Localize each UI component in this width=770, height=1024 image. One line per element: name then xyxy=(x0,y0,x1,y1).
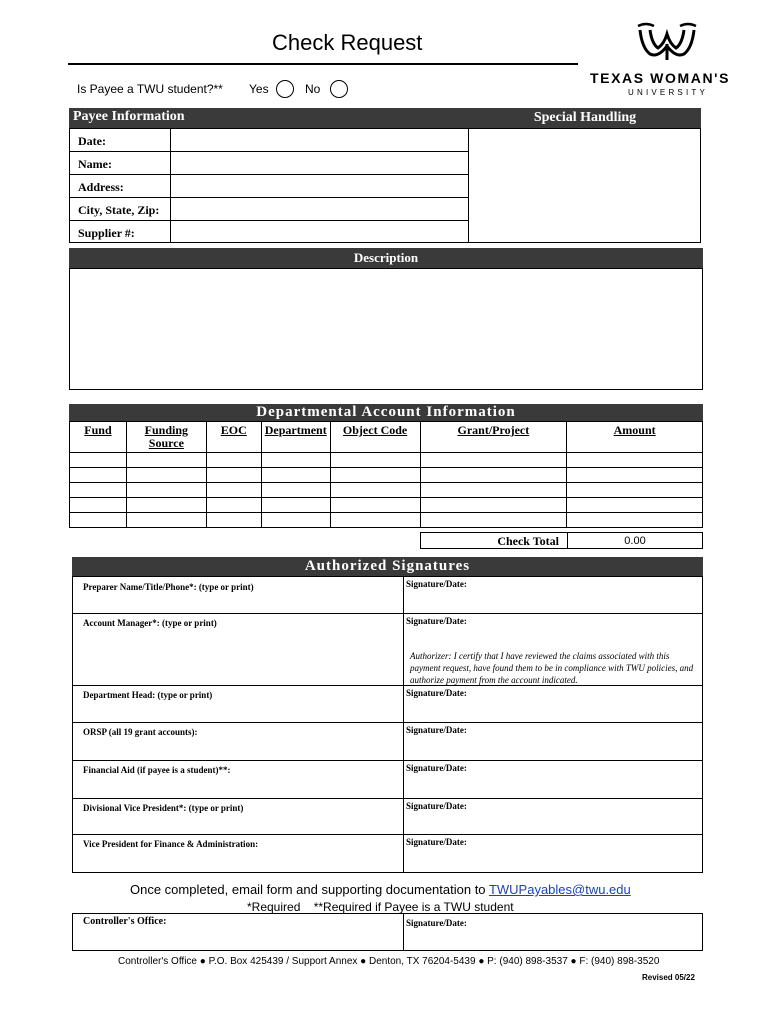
contact-info: Controller's Office ● P.O. Box 425439 / Support Annex ● Denton, TX 76204-5439 ● P: (940) 898-3537 ● F: (940) 898-3520 xyxy=(118,956,660,967)
table-cell[interactable] xyxy=(420,468,567,483)
city-state-zip-label: City, State, Zip: xyxy=(78,203,160,217)
table-cell[interactable] xyxy=(261,453,330,468)
table-row xyxy=(70,513,703,528)
email-instruction xyxy=(130,882,631,897)
supplier-field[interactable] xyxy=(170,221,469,243)
table-cell[interactable] xyxy=(330,498,420,513)
auth-row-preparer xyxy=(73,577,702,614)
table-cell[interactable] xyxy=(261,468,330,483)
table-cell[interactable] xyxy=(261,483,330,498)
logo-wordmark: TEXAS WOMAN'S xyxy=(590,70,731,86)
vp-finance-signature-field[interactable] xyxy=(403,835,702,872)
signature-date-label: Signature/Date: xyxy=(406,801,467,811)
address-label: Address: xyxy=(78,180,124,194)
signature-date-label: Signature/Date: xyxy=(406,837,467,847)
special-handling-header: Special Handling xyxy=(469,108,701,128)
title-divider xyxy=(68,63,578,65)
controller-signature-field[interactable] xyxy=(403,914,702,950)
payee-info-box xyxy=(69,128,469,243)
signature-date-label: Signature/Date: xyxy=(406,918,467,928)
table-row xyxy=(70,453,703,468)
date-field[interactable] xyxy=(170,129,469,151)
payee-row-address xyxy=(70,175,469,198)
table-cell[interactable] xyxy=(330,453,420,468)
divisional-vp-signature-field[interactable] xyxy=(403,799,702,834)
account-manager-signature-field[interactable] xyxy=(403,614,702,685)
payee-info-header: Payee Information xyxy=(69,108,469,128)
table-cell[interactable] xyxy=(126,468,206,483)
table-cell[interactable] xyxy=(567,453,703,468)
table-cell[interactable] xyxy=(206,468,261,483)
table-cell[interactable] xyxy=(206,483,261,498)
table-cell[interactable] xyxy=(567,513,703,528)
table-cell[interactable] xyxy=(70,468,127,483)
orsp-label: ORSP (all 19 grant accounts): xyxy=(83,727,198,737)
col-amount: Amount xyxy=(567,422,703,453)
table-cell[interactable] xyxy=(261,513,330,528)
table-cell[interactable] xyxy=(70,513,127,528)
table-cell[interactable] xyxy=(206,513,261,528)
page-title: Check Request xyxy=(272,30,423,55)
description-field[interactable] xyxy=(69,268,703,390)
table-cell[interactable] xyxy=(126,453,206,468)
auth-row-vp-finance xyxy=(73,835,702,872)
table-cell[interactable] xyxy=(567,468,703,483)
auth-row-orsp xyxy=(73,723,702,761)
student-question: Is Payee a TWU student?** xyxy=(77,82,223,96)
authorized-signatures-header: Authorized Signatures xyxy=(72,557,703,576)
controller-office-box xyxy=(72,913,703,951)
table-cell[interactable] xyxy=(420,483,567,498)
table-row xyxy=(70,483,703,498)
col-object-code: Object Code xyxy=(330,422,420,453)
col-department: Department xyxy=(261,422,330,453)
orsp-signature-field[interactable] xyxy=(403,723,702,760)
table-cell[interactable] xyxy=(206,498,261,513)
payee-row-date xyxy=(70,129,469,152)
table-cell[interactable] xyxy=(330,513,420,528)
col-fund: Fund xyxy=(70,422,127,453)
table-cell[interactable] xyxy=(70,453,127,468)
address-field[interactable] xyxy=(170,175,469,197)
payee-row-name xyxy=(70,152,469,175)
payee-row-supplier xyxy=(70,221,469,244)
city-state-zip-field[interactable] xyxy=(170,198,469,220)
table-cell[interactable] xyxy=(420,498,567,513)
table-cell[interactable] xyxy=(420,513,567,528)
required-note: *Required **Required if Payee is a TWU student xyxy=(247,900,514,914)
table-row xyxy=(70,468,703,483)
controller-office-label: Controller's Office: xyxy=(83,916,167,927)
table-cell[interactable] xyxy=(126,498,206,513)
revised-date: Revised 05/22 xyxy=(642,973,695,982)
dept-header-row xyxy=(70,422,703,453)
department-head-signature-field[interactable] xyxy=(403,686,702,722)
preparer-signature-field[interactable] xyxy=(403,577,702,613)
table-cell[interactable] xyxy=(567,498,703,513)
table-cell[interactable] xyxy=(126,483,206,498)
auth-row-account-manager xyxy=(73,614,702,686)
divisional-vp-label: Divisional Vice President*: (type or print) xyxy=(83,803,244,813)
special-handling-field[interactable] xyxy=(469,128,701,243)
no-radio[interactable] xyxy=(330,80,348,98)
table-row xyxy=(70,498,703,513)
financial-aid-label: Financial Aid (if payee is a student)**: xyxy=(83,765,231,775)
payee-row-city xyxy=(70,198,469,221)
authorizer-note: Authorizer: I certify that I have reviewed the claims associated with this payment request, have found them to be in compliance with TWU policies, and authorize payment from the account indicated. xyxy=(410,651,694,685)
table-cell[interactable] xyxy=(261,498,330,513)
table-cell[interactable] xyxy=(206,453,261,468)
table-cell[interactable] xyxy=(330,483,420,498)
auth-row-department-head xyxy=(73,686,702,723)
auth-row-financial-aid xyxy=(73,761,702,799)
authorized-signatures-box xyxy=(72,576,703,873)
financial-aid-signature-field[interactable] xyxy=(403,761,702,798)
yes-radio[interactable] xyxy=(276,80,294,98)
table-cell[interactable] xyxy=(126,513,206,528)
yes-label: Yes xyxy=(249,82,269,96)
auth-row-divisional-vp xyxy=(73,799,702,835)
no-label: No xyxy=(305,82,321,96)
department-head-label: Department Head: (type or print) xyxy=(83,690,213,700)
email-link[interactable]: TWUPayables@twu.edu xyxy=(488,882,631,897)
check-total-label: Check Total xyxy=(420,532,568,549)
table-cell[interactable] xyxy=(330,468,420,483)
description-header: Description xyxy=(69,248,703,268)
preparer-label: Preparer Name/Title/Phone*: (type or print) xyxy=(83,582,254,592)
twu-logo-icon xyxy=(636,22,698,62)
table-cell[interactable] xyxy=(567,483,703,498)
date-label: Date: xyxy=(78,134,106,148)
vp-finance-label: Vice President for Finance & Administration: xyxy=(83,839,259,849)
logo-subtitle: UNIVERSITY xyxy=(628,88,709,97)
table-cell[interactable] xyxy=(70,483,127,498)
signature-date-label: Signature/Date: xyxy=(406,688,467,698)
name-field[interactable] xyxy=(170,152,469,174)
col-grant-project: Grant/Project xyxy=(420,422,567,453)
signature-date-label: Signature/Date: xyxy=(406,763,467,773)
account-manager-label: Account Manager*: (type or print) xyxy=(83,618,217,628)
signature-date-label: Signature/Date: xyxy=(406,579,467,589)
dept-account-table xyxy=(69,421,703,528)
dept-account-header: Departmental Account Information xyxy=(69,404,703,421)
col-eoc: EOC xyxy=(206,422,261,453)
check-total-value[interactable]: 0.00 xyxy=(567,532,703,549)
supplier-label: Supplier #: xyxy=(78,226,135,240)
name-label: Name: xyxy=(78,157,112,171)
email-instruction-text: Once completed, email form and supporting documentation to xyxy=(130,882,486,897)
table-cell[interactable] xyxy=(420,453,567,468)
col-funding-source: Funding Source xyxy=(126,422,206,453)
table-cell[interactable] xyxy=(70,498,127,513)
signature-date-label: Signature/Date: xyxy=(406,725,467,735)
signature-date-label: Signature/Date: xyxy=(406,616,467,626)
